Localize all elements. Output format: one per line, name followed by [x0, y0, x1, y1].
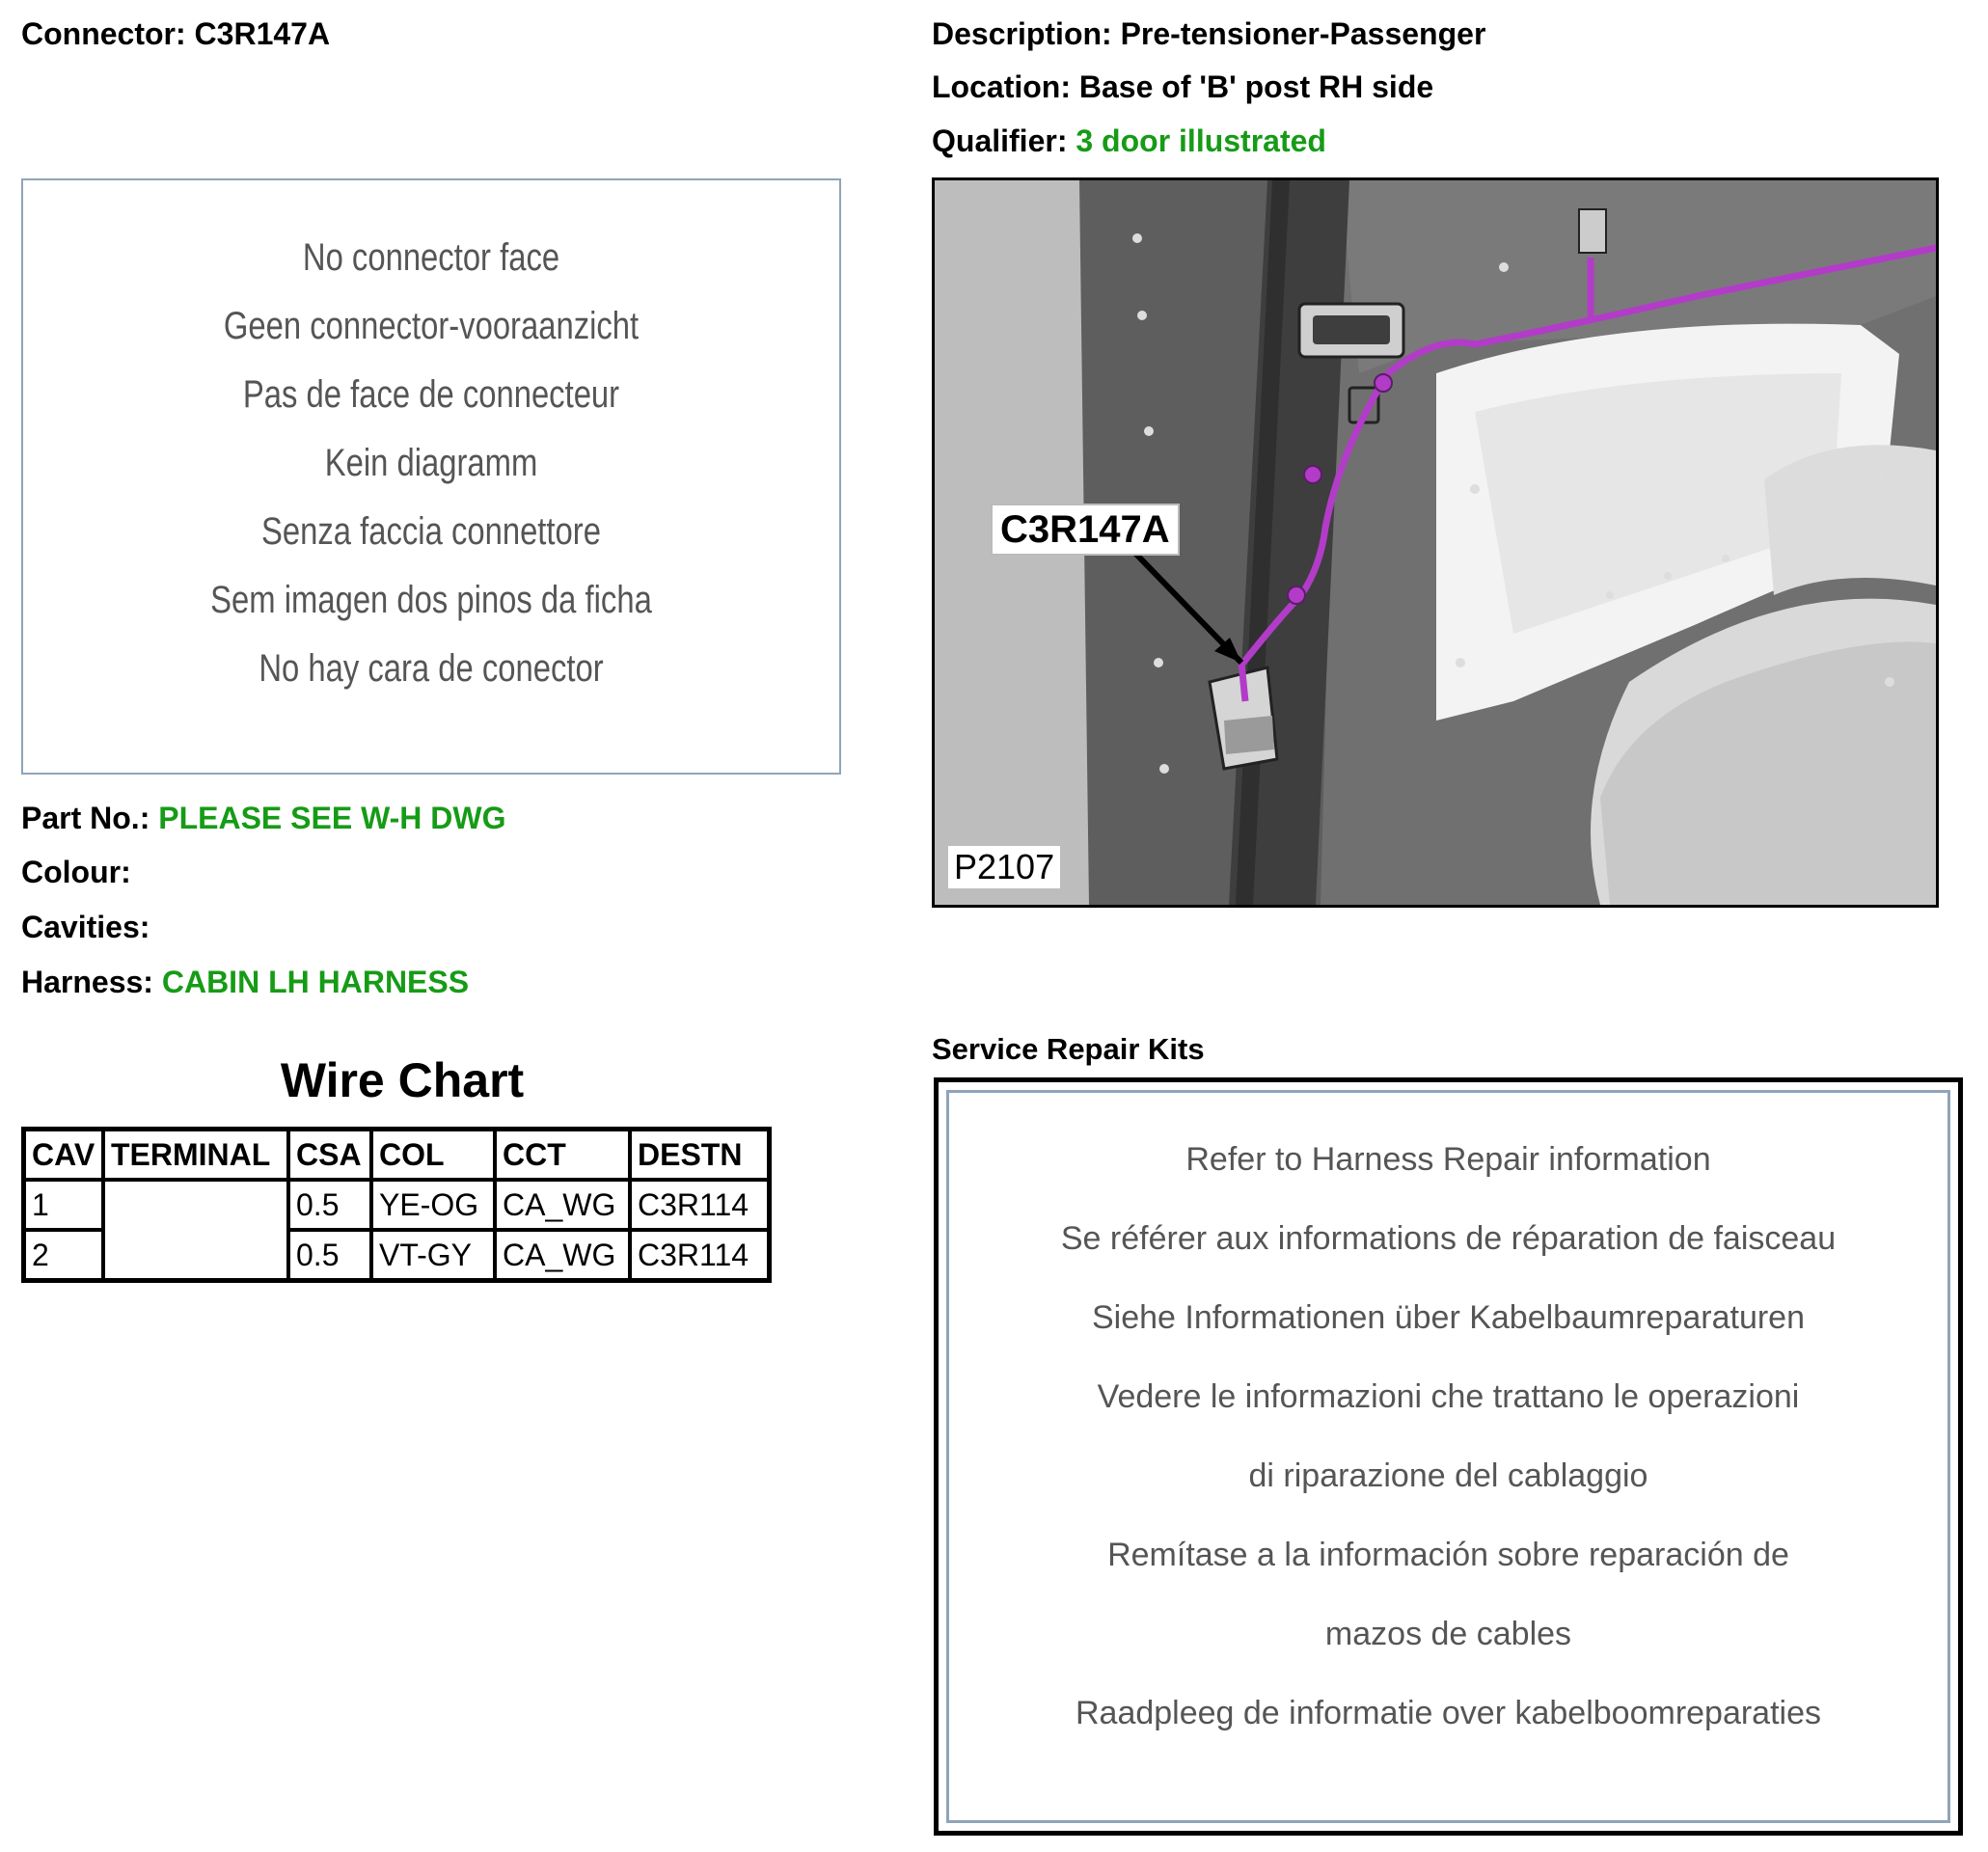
connector-face-line: Kein diagramm	[324, 442, 538, 484]
qualifier-label: Qualifier:	[932, 123, 1068, 158]
description-row	[932, 14, 1485, 53]
repair-kits-line: Refer to Harness Repair information	[1185, 1141, 1711, 1178]
cell-col: YE-OG	[371, 1180, 495, 1230]
cell-destn: C3R114	[630, 1180, 770, 1230]
qualifier-row	[932, 122, 1326, 160]
part-number-row	[21, 799, 506, 837]
cell-terminal	[103, 1180, 288, 1281]
connector-face-lines	[23, 224, 839, 703]
repair-kits-line: mazos de cables	[1324, 1616, 1572, 1652]
connector-face-box	[21, 178, 841, 775]
photo-callout-label: C3R147A	[991, 504, 1180, 556]
connector-face-line: No connector face	[302, 236, 560, 279]
colour-label: Colour:	[21, 855, 131, 889]
repair-kits-box	[934, 1077, 1963, 1836]
harness-value: CABIN LH HARNESS	[161, 965, 470, 999]
repair-kits-inner	[946, 1090, 1950, 1823]
repair-kits-line: Se référer aux informations de réparation de faisceau	[1060, 1220, 1837, 1257]
harness-row	[21, 963, 469, 1001]
location-row	[932, 68, 1433, 106]
wire-chart-title: Wire Chart	[280, 1053, 525, 1107]
cell-cav: 2	[24, 1230, 104, 1281]
column-header-col: COL	[371, 1130, 495, 1181]
connector-heading	[21, 14, 330, 53]
description-value: Pre-tensioner-Passenger	[1120, 16, 1486, 51]
column-header-cct: CCT	[495, 1130, 630, 1181]
repair-kits-line: Siehe Informationen über Kabelbaumreparaturen	[1091, 1299, 1806, 1336]
repair-kits-line: Raadpleeg de informatie over kabelboomreparaties	[1075, 1695, 1822, 1731]
cell-col: VT-GY	[371, 1230, 495, 1281]
repair-kits-line: di riparazione del cablaggio	[1248, 1457, 1648, 1494]
cell-cct: CA_WG	[495, 1230, 630, 1281]
cell-csa: 0.5	[288, 1230, 371, 1281]
figure-id-label: P2107	[948, 846, 1060, 888]
repair-kits-lines	[949, 1120, 1947, 1753]
connector-label: Connector:	[21, 16, 186, 51]
part-number-value: PLEASE SEE W-H DWG	[158, 801, 506, 835]
cavities-label: Cavities:	[21, 910, 150, 944]
cell-destn: C3R114	[630, 1230, 770, 1281]
repair-kits-line: Remítase a la información sobre reparación de	[1107, 1537, 1789, 1573]
wire-chart-header-row	[24, 1130, 770, 1181]
table-row	[24, 1180, 770, 1230]
column-header-csa: CSA	[288, 1130, 371, 1181]
repair-kits-title: Service Repair Kits	[932, 1032, 1205, 1066]
wire-chart-table	[21, 1127, 772, 1283]
description-label: Description:	[932, 16, 1112, 51]
column-header-destn: DESTN	[630, 1130, 770, 1181]
location-value: Base of 'B' post RH side	[1078, 69, 1434, 104]
harness-label: Harness:	[21, 965, 153, 999]
connector-value: C3R147A	[194, 16, 331, 51]
location-illustration	[932, 177, 1939, 908]
cavities-row	[21, 908, 150, 946]
connector-face-line: Pas de face de connecteur	[242, 373, 620, 416]
connector-face-line: Geen connector-vooraanzicht	[223, 305, 640, 347]
location-label: Location:	[932, 69, 1071, 104]
part-number-label: Part No.:	[21, 801, 150, 835]
column-header-terminal: TERMINAL	[103, 1130, 288, 1181]
colour-row	[21, 853, 131, 891]
cell-cct: CA_WG	[495, 1180, 630, 1230]
qualifier-value: 3 door illustrated	[1076, 123, 1326, 158]
connector-face-line: Sem imagen dos pinos da ficha	[210, 579, 652, 621]
column-header-cav: CAV	[24, 1130, 104, 1181]
cell-csa: 0.5	[288, 1180, 371, 1230]
connector-face-line: No hay cara de conector	[259, 647, 604, 690]
connector-face-line: Senza faccia connettore	[261, 510, 601, 553]
repair-kits-line: Vedere le informazioni che trattano le operazioni	[1097, 1378, 1800, 1415]
cell-cav: 1	[24, 1180, 104, 1230]
